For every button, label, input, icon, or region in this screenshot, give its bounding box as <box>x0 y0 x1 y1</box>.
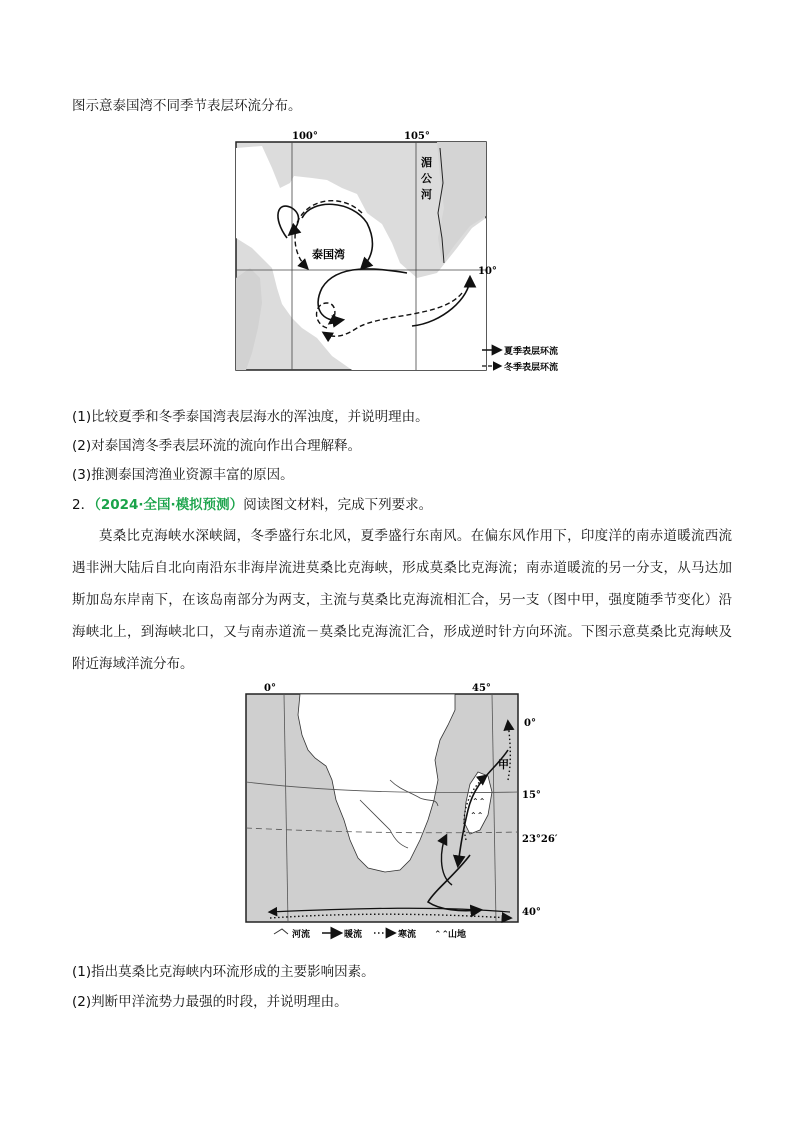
legend-mountain: 山地 <box>448 930 467 940</box>
problem2-heading <box>72 496 432 514</box>
legend-river-symbol <box>274 929 288 934</box>
lon-45-label: 45° <box>472 683 491 694</box>
legend-summer: 夏季表层环流 <box>504 347 559 357</box>
svg-text:⌃⌃: ⌃⌃ <box>470 811 484 820</box>
mountain-marks: ⌃⌃ <box>472 797 486 806</box>
gulf-label: 泰国湾 <box>312 248 345 261</box>
legend-river: 河流 <box>292 930 311 940</box>
legend-cold: 寒流 <box>398 930 417 940</box>
q1-item-2: (2)对泰国湾冬季表层环流的流向作出合理解释。 <box>72 438 362 454</box>
mozambique-map <box>240 680 560 940</box>
lat-15-label: 15° <box>522 790 541 801</box>
mountain-icon: ⌃⌃ <box>434 930 450 940</box>
instruction: 阅读图文材料，完成下列要求。 <box>243 497 433 513</box>
legend-warm: 暖流 <box>344 930 363 940</box>
problem-number: 2． <box>72 497 95 513</box>
lon-105-label: 105° <box>404 131 430 142</box>
q1-item-3: (3)推测泰国湾渔业资源丰富的原因。 <box>72 467 294 483</box>
river-label-3: 河 <box>421 188 432 201</box>
intro-text: 图示意泰国湾不同季节表层环流分布。 <box>72 98 302 114</box>
jia-label: 甲 <box>498 758 509 771</box>
q1-item-1: (1)比较夏季和冬季泰国湾表层海水的浑浊度，并说明理由。 <box>72 409 429 425</box>
lat-10-label: 10° <box>478 266 497 277</box>
lon-100-label: 100° <box>292 131 318 142</box>
gulf-thailand-map <box>232 128 580 378</box>
problem2-paragraph: 莫桑比克海峡水深峡阔，冬季盛行东北风，夏季盛行东南风。在偏东风作用下，印度洋的南赤道暖流西流遇非洲大陆后自北向南沿东非海岸流进莫桑比克海峡，形成莫桑比克海流；南赤道暖流的另一分支，从马达加斯加岛东岸南下，在该岛南部分为两支，主流与莫桑比克海流相汇合，另一支（图中甲，强度随季节变化）沿海峡北上，到海峡北口，又与南赤道流－莫桑比克海流汇合，形成逆时针方向环流。下图示意莫桑比克海峡及附近海域洋流分布。 <box>72 528 732 672</box>
lat-40-label: 40° <box>522 907 541 918</box>
lat-2326-label: 23°26′ <box>522 834 558 845</box>
river-label-2: 公 <box>421 172 432 185</box>
river-label-1: 湄 <box>421 156 432 169</box>
lat-0-label: 0° <box>524 718 536 729</box>
lon-0-label: 0° <box>264 683 276 694</box>
legend-winter: 冬季表层环流 <box>504 363 559 373</box>
q2-item-2: (2)判断甲洋流势力最强的时段，并说明理由。 <box>72 994 348 1010</box>
source-tag: （2024·全国·模拟预测） <box>94 497 244 513</box>
q2-item-1: (1)指出莫桑比克海峡内环流形成的主要影响因素。 <box>72 964 375 980</box>
